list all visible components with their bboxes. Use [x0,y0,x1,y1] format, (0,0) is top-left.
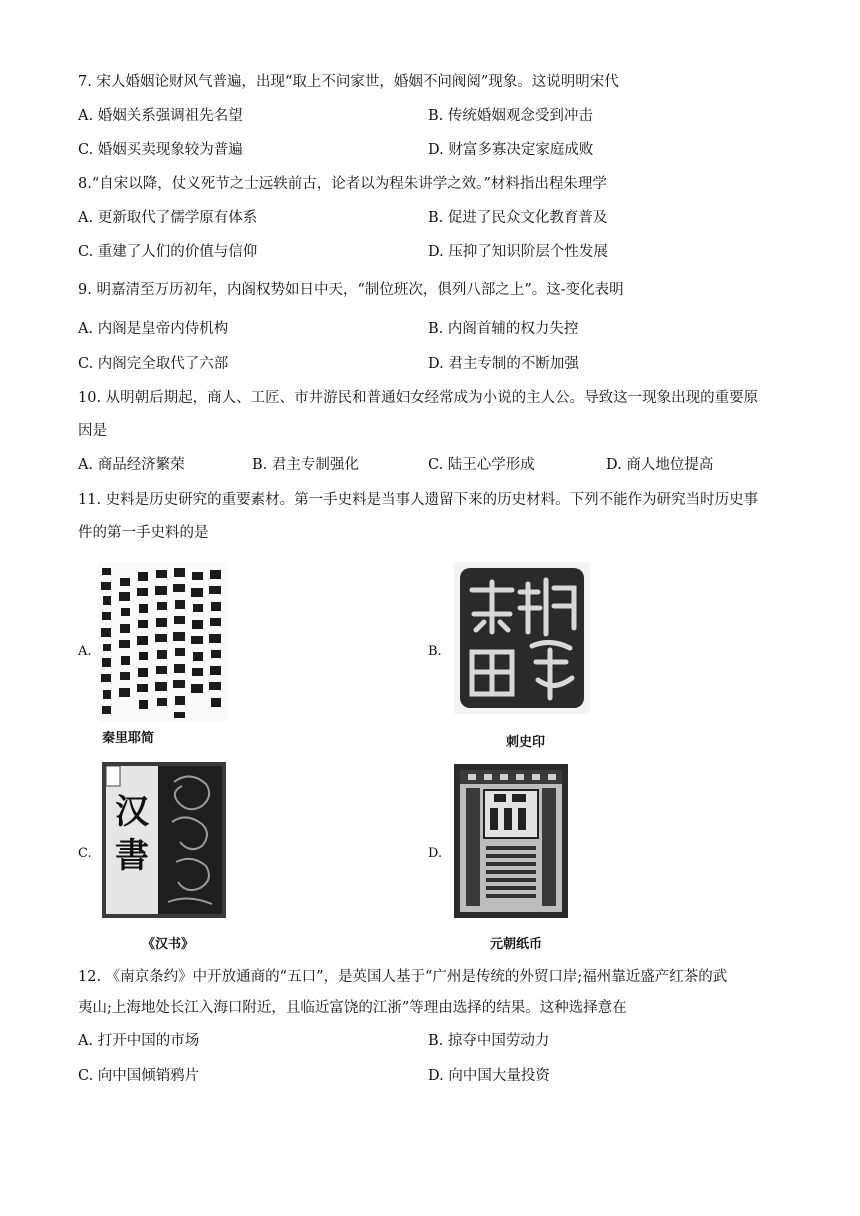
question-10-stem-line-1: 10. 从明朝后期起，商人、工匠、市井游民和普通妇女经常成为小说的主人公。导致这一现象出现的重要原 [78,390,759,406]
question-10-option-d[interactable]: D. 商人地位提高 [606,457,714,473]
question-9-option-c[interactable]: C. 内阁完全取代了六部 [78,356,229,372]
question-7-option-b[interactable]: B. 传统婚姻观念受到冲击 [428,108,593,124]
question-9-option-a[interactable]: A. 内阁是皇帝内侍机构 [78,321,229,337]
question-9-option-d[interactable]: D. 君主专制的不断加强 [428,356,579,372]
yuan-paper-money-image [454,764,568,918]
question-11-stem-line-1: 11. 史料是历史研究的重要素材。第一手史料是当事人遗留下来的历史材料。下列不能作为研究当时历史事 [78,492,759,508]
question-11-option-a[interactable]: A. [78,644,92,659]
question-11-option-d[interactable]: D. [428,846,443,861]
question-11-option-b[interactable]: B. [428,644,442,659]
question-7-stem: 7. 宋人婚姻论财风气普遍，出现“取上不问家世，婚姻不问阀阅”现象。这说明明宋代 [78,74,619,90]
question-7-option-a[interactable]: A. 婚姻关系强调祖先名望 [78,108,243,124]
question-8-option-b[interactable]: B. 促进了民众文化教育普及 [428,210,608,226]
question-10-option-b[interactable]: B. 君主专制强化 [252,457,359,473]
caption-han-shu: 《汉书》 [142,937,195,952]
prefect-seal-image [454,562,590,714]
question-9-option-b[interactable]: B. 内阁首辅的权力失控 [428,321,579,337]
han-shu-title-char-2: 書 [115,836,149,876]
question-8-option-c[interactable]: C. 重建了人们的价值与信仰 [78,244,258,260]
question-7-option-d[interactable]: D. 财富多寡决定家庭成败 [428,142,594,158]
question-12-stem-line-2: 夷山;上海地处长江入海口附近，且临近富饶的江浙”等理由选择的结果。这种选择意在 [78,1000,627,1016]
qin-bamboo-slips-image [98,562,228,722]
question-10-option-a[interactable]: A. 商品经济繁荣 [78,457,185,473]
question-10-option-c[interactable]: C. 陆王心学形成 [428,457,535,473]
question-11-stem-line-2: 件的第一手史料的是 [78,525,209,541]
question-12-stem-line-1: 12. 《南京条约》中开放通商的“五口”，是英国人基于“广州是传统的外贸口岸;福州靠近盛产红茶的武 [78,969,728,985]
han-shu-title-char-1: 汉 [115,792,149,832]
question-8-stem: 8.“自宋以降，仗义死节之士远轶前古，论者以为程朱讲学之效。”材料指出程朱理学 [78,176,607,192]
question-12-option-a[interactable]: A. 打开中国的市场 [78,1033,200,1049]
caption-prefect-seal: 刺史印 [506,735,546,750]
question-12-option-c[interactable]: C. 向中国倾销鸦片 [78,1068,200,1084]
question-10-stem-line-2: 因是 [78,423,107,439]
caption-yuan-paper-money: 元朝纸币 [490,937,543,952]
question-11-option-c[interactable]: C. [78,846,92,861]
question-8-option-a[interactable]: A. 更新取代了儒学原有体系 [78,210,258,226]
question-12-option-b[interactable]: B. 掠夺中国劳动力 [428,1033,550,1049]
question-8-option-d[interactable]: D. 压抑了知识阶层个性发展 [428,244,608,260]
question-9-stem: 9. 明嘉清至万历初年，内阁权势如日中天，“制位班次，俱列八部之上”。这-变化表明 [78,282,624,298]
han-shu-book-title [110,790,154,890]
question-7-option-c[interactable]: C. 婚姻买卖现象较为普遍 [78,142,243,158]
caption-qin-bamboo-slips: 秦里耶简 [102,731,155,746]
question-12-option-d[interactable]: D. 向中国大量投资 [428,1068,550,1084]
